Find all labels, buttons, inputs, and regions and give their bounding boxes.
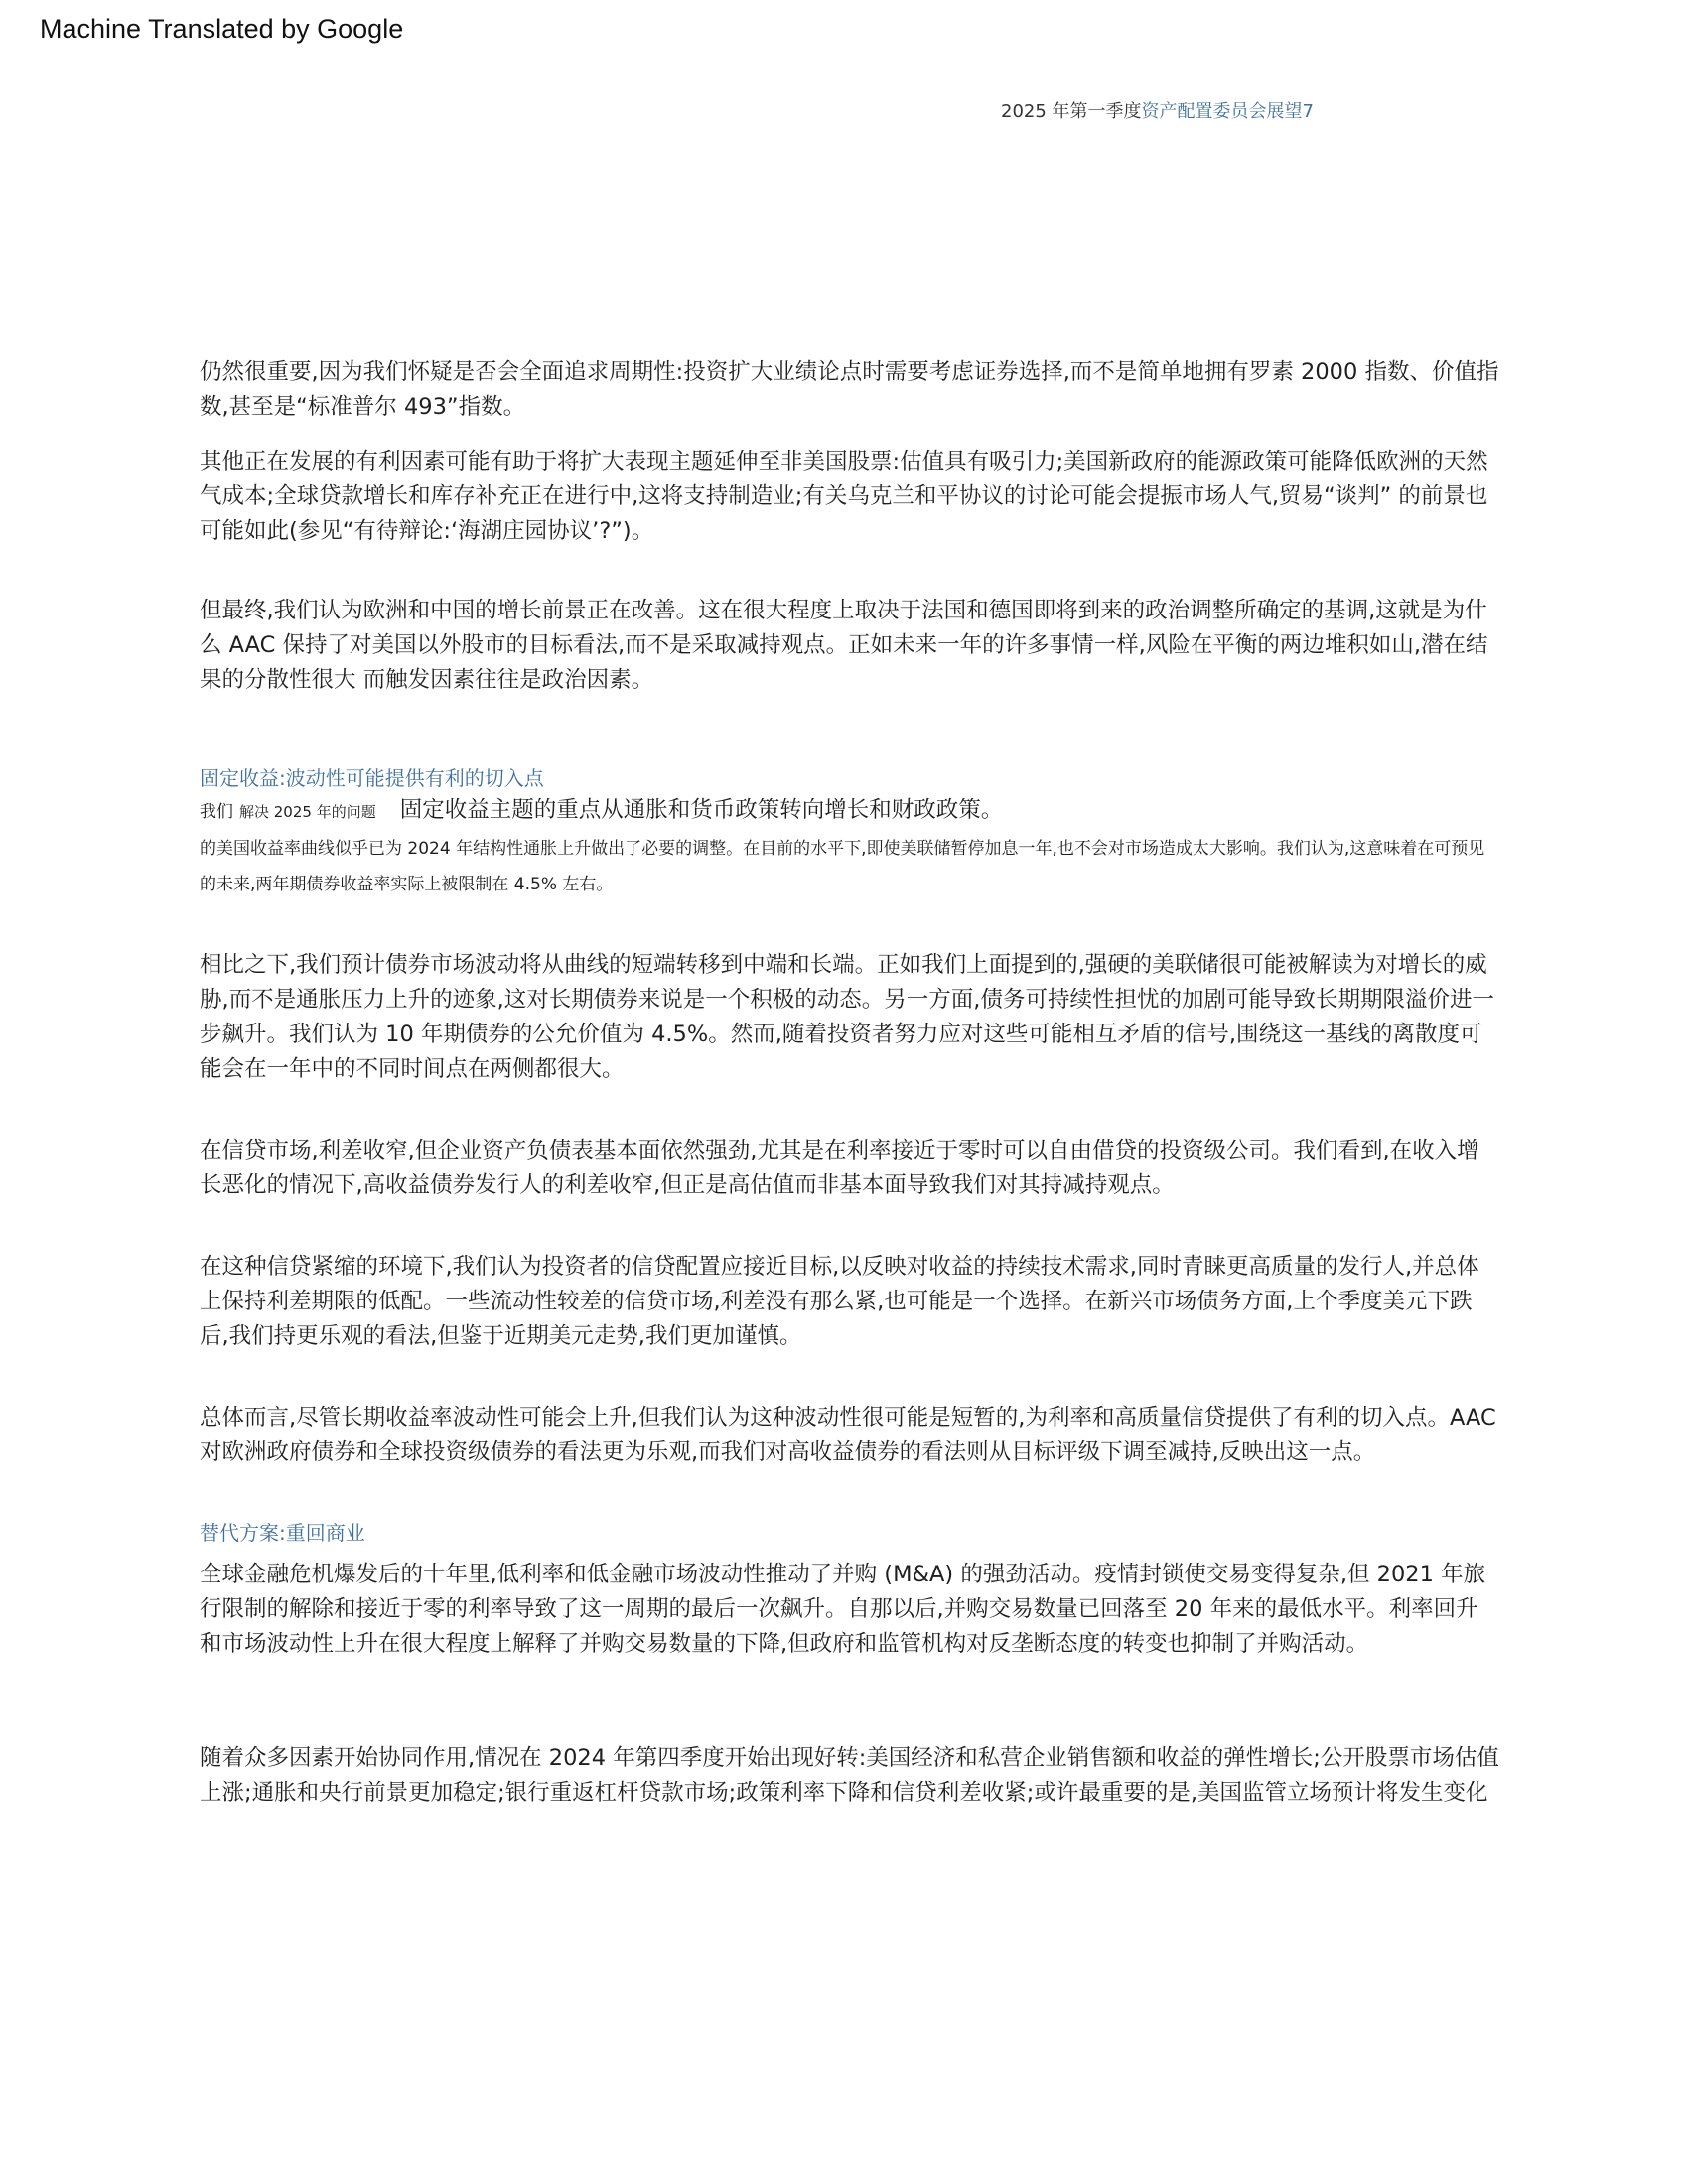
running-header	[1001, 97, 1314, 123]
paragraph-8: 总体而言,尽管长期收益率波动性可能会上升,但我们认为这种波动性很可能是短暂的,为利率和高质量信贷提供了有利的切入点。AAC 对欧洲政府债券和全球投资级债券的看法更为乐观,而我们对高收益债券的看法则从目标评级下调至减持,反映出这一点。	[200, 1405, 1496, 1465]
section-heading-fixed-income: 固定收益:波动性可能提供有利的切入点	[200, 766, 544, 790]
page-number: 7	[1302, 101, 1314, 122]
paragraph-3: 但最终,我们认为欧洲和中国的增长前景正在改善。这在很大程度上取决于法国和德国即将到来的政治调整所确定的基调,这就是为什么 AAC 保持了对美国以外股市的目标看法,而不是采取减持观点。正如未来一年的许多事情一样,风险在平衡的两边堆积如山,潜在结果的分散性很大 而触发因素往往是政治因素。	[200, 598, 1488, 693]
paragraph-6: 在信贷市场,利差收窄,但企业资产负债表基本面依然强劲,尤其是在利率接近于零时可以自由借贷的投资级公司。我们看到,在收入增长恶化的情况下,高收益债券发行人的利差收窄,但正是高估值而非基本面导致我们对其持减持观点。	[200, 1138, 1479, 1198]
paragraph-9: 全球金融危机爆发后的十年里,低利率和低金融市场波动性推动了并购 (M&A) 的强劲活动。疫情封锁使交易变得复杂,但 2021 年旅行限制的解除和接近于零的利率导致了这一周期的最后一次飙升。自那以后,并购交易数量已回落至 20 年来的最低水平。利率回升和市场波动性上升在很大程度上解释了并购交易数量的下降,但政府和监管机构对反垄断态度的转变也抑制了并购活动。	[200, 1562, 1486, 1657]
article-body	[200, 355, 1500, 1811]
subheading-lead: 固定收益主题的重点从通胀和货币政策转向增长和财政政策。	[399, 797, 1004, 823]
paragraph-10: 随着众多因素开始协同作用,情况在 2024 年第四季度开始出现好转:美国经济和私营企业销售额和收益的弹性增长;公开股票市场估值上涨;通胀和央行前景更加稳定;银行重返杠杆贷款市场;政策利率下降和信贷利差收紧;或许最重要的是,美国监管立场预计将发生变化	[200, 1745, 1499, 1806]
paragraph-7: 在这种信贷紧缩的环境下,我们认为投资者的信贷配置应接近目标,以反映对收益的持续技术需求,同时青睐更高质量的发行人,并总体上保持利差期限的低配。一些流动性较差的信贷市场,利差没有那么紧,也可能是一个选择。在新兴市场债务方面,上个季度美元下跌后,我们持更乐观的看法,但鉴于近期美元走势,我们更加谨慎。	[200, 1254, 1479, 1349]
paragraph-4: 的美国收益率曲线似乎已为 2024 年结构性通胀上升做出了必要的调整。在目前的水平下,即使美联储暂停加息一年,也不会对市场造成太大影响。我们认为,这意味着在可预见的未来,两年期债券收益率实际上被限制在 4.5% 左右。	[200, 839, 1485, 894]
machine-translation-banner: Machine Translated by Google	[40, 14, 404, 44]
subheading-solve: 解决 2025 年的问题	[239, 803, 376, 821]
header-prefix: 2025 年第一季度	[1001, 101, 1142, 122]
paragraph-1: 仍然很重要,因为我们怀疑是否会全面追求周期性:投资扩大业绩论点时需要考虑证券选择,而不是简单地拥有罗素 2000 指数、价值指数,甚至是“标准普尔 493”指数。	[200, 359, 1499, 420]
paragraph-5: 相比之下,我们预计债券市场波动将从曲线的短端转移到中端和长端。正如我们上面提到的,强硬的美联储很可能被解读为对增长的威胁,而不是通胀压力上升的迹象,这对长期债券来说是一个积极的动态。另一方面,债务可持续性担忧的加剧可能导致长期期限溢价进一步飙升。我们认为 10 年期债券的公允价值为 4.5%。然而,随着投资者努力应对这些可能相互矛盾的信号,围绕这一基线的离散度可能会在一年中的不同时间点在两侧都很大。	[200, 952, 1494, 1082]
subheading-row	[200, 793, 1500, 829]
subheading-we: 我们	[200, 802, 233, 822]
section-heading-alternatives: 替代方案:重回商业	[200, 1521, 365, 1545]
paragraph-2: 其他正在发展的有利因素可能有助于将扩大表现主题延伸至非美国股票:估值具有吸引力;美国新政府的能源政策可能降低欧洲的天然气成本;全球贷款增长和库存补充正在进行中,这将支持制造业;有关乌克兰和平协议的讨论可能会提振市场人气,贸易“谈判” 的前景也可能如此(参见“有待辩论:‘海湖庄园协议’?”)。	[200, 449, 1488, 544]
header-title: 资产配置委员会展望	[1141, 101, 1303, 122]
